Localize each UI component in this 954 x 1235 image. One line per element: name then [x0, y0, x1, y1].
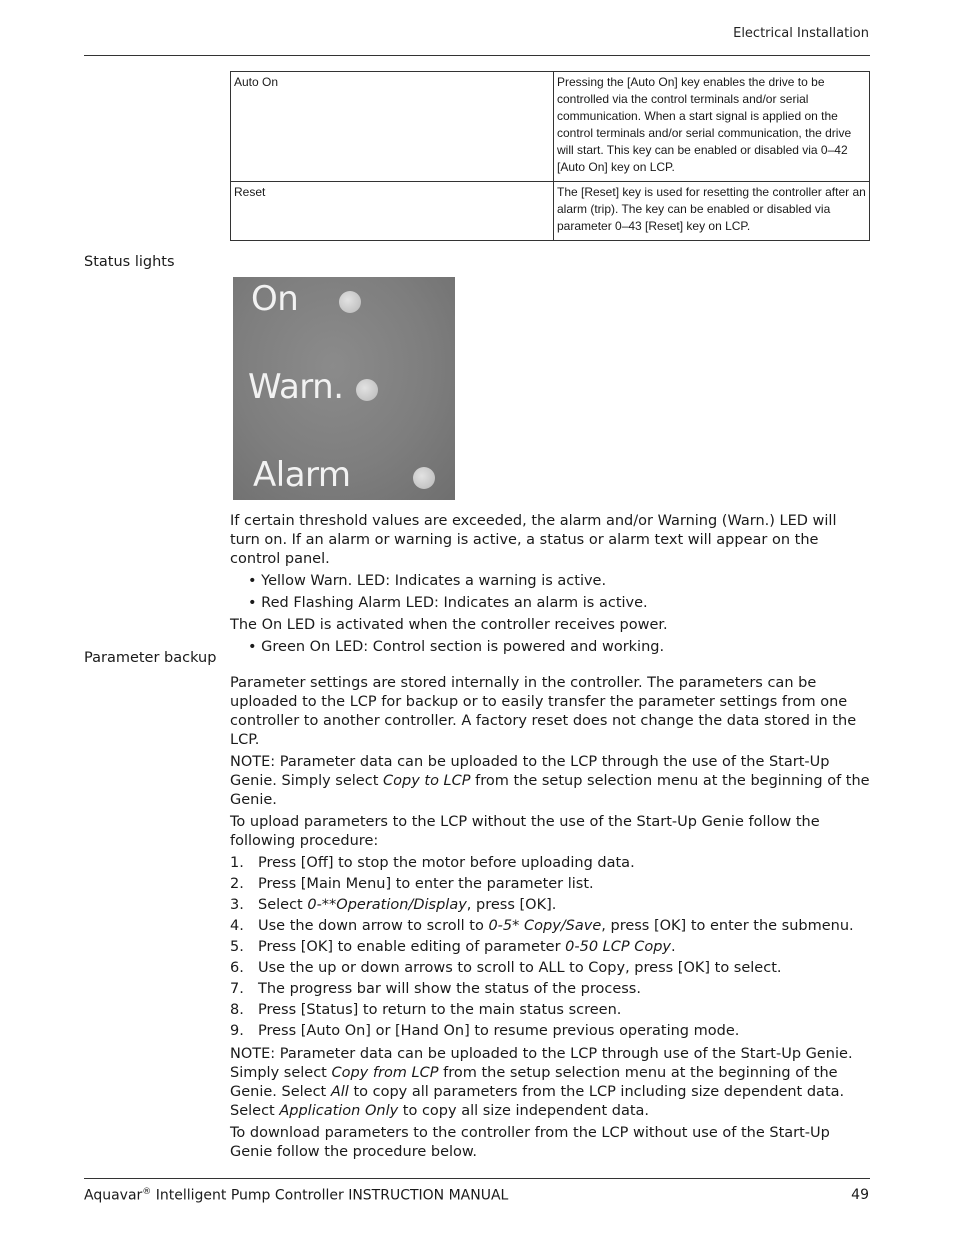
on-led-icon	[339, 291, 361, 313]
list-item: • Yellow Warn. LED: Indicates a warning is active.	[248, 573, 607, 589]
list-item: 6. Use the up or down arrows to scroll to ALL to Copy, press [OK] to select.	[230, 960, 782, 976]
footer-rule	[84, 1178, 870, 1179]
warn-label: Warn.	[248, 367, 344, 407]
list-item: 5. Press [OK] to enable editing of parameter 0-50 LCP Copy.	[230, 939, 676, 955]
note-paragraph: NOTE: Parameter data can be uploaded to the LCP through use of the Start-Up Genie. Simply select Copy from LCP from the setup selection menu at the beginning of the Genie. Select All to copy all parameters from the LCP including size dependent data. Select Application Only to copy all size independent data.	[230, 1046, 853, 1119]
status-lights-heading: Status lights	[84, 254, 175, 270]
parameter-backup-body	[230, 674, 870, 1162]
key-description-cell: The [Reset] key is used for resetting the controller after an alarm (trip). The key can be enabled or disabled via parameter 0–43 [Reset] key on LCP.	[554, 182, 870, 241]
list-item: • Green On LED: Control section is powered and working.	[248, 639, 665, 655]
paragraph: To download parameters to the controller from the LCP without use of the Start-Up Genie follow the procedure below.	[230, 1125, 830, 1160]
parameter-backup-heading: Parameter backup	[84, 650, 217, 666]
table-row	[231, 72, 870, 182]
on-label: On	[251, 279, 299, 319]
list-item: 9. Press [Auto On] or [Hand On] to resume previous operating mode.	[230, 1023, 740, 1039]
list-item: 7. The progress bar will show the status of the process.	[230, 981, 641, 997]
note-paragraph: NOTE: Parameter data can be uploaded to the LCP through the use of the Start-Up Genie. Simply select Copy to LCP from the setup selection menu at the beginning of the Genie.	[230, 754, 870, 808]
table-row	[231, 182, 870, 241]
list-item: 8. Press [Status] to return to the main status screen.	[230, 1002, 622, 1018]
paragraph: To upload parameters to the LCP without the use of the Start-Up Genie follow the following procedure:	[230, 814, 820, 849]
running-header: Electrical Installation	[733, 26, 869, 41]
list-item: 3. Select 0-**Operation/Display, press [OK].	[230, 897, 557, 913]
page-number: 49	[851, 1187, 869, 1203]
lcp-keys-table	[230, 71, 870, 241]
status-lights-body	[230, 512, 870, 657]
list-item: 1. Press [Off] to stop the motor before uploading data.	[230, 855, 635, 871]
list-item: 2. Press [Main Menu] to enter the parameter list.	[230, 876, 594, 892]
alarm-led-icon	[413, 467, 435, 489]
key-name-cell: Reset	[231, 182, 554, 241]
upload-steps-list	[230, 854, 870, 1041]
key-name-cell: Auto On	[231, 72, 554, 182]
list-item: • Red Flashing Alarm LED: Indicates an alarm is active.	[248, 595, 648, 611]
key-description-cell: Pressing the [Auto On] key enables the drive to be controlled via the control terminals and/or serial communication. When a start signal is applied on the control terminals and/or serial communication, the drive will start. This key can be enabled or disabled via 0–42 [Auto On] key on LCP.	[554, 72, 870, 182]
warn-led-icon	[356, 379, 378, 401]
list-item: 4. Use the down arrow to scroll to 0-5* Copy/Save, press [OK] to enter the submenu.	[230, 918, 854, 934]
alarm-label: Alarm	[253, 455, 351, 495]
status-lights-intro: If certain threshold values are exceeded, the alarm and/or Warning (Warn.) LED will turn on. If an alarm or warning is active, a status or alarm text will appear on the control panel.	[230, 513, 837, 567]
paragraph: Parameter settings are stored internally in the controller. The parameters can be uploaded to the LCP for backup or to easily transfer the parameter settings from one controller to another controller. A factory reset does not change the data stored in the LCP.	[230, 675, 857, 748]
header-rule	[84, 55, 870, 56]
footer-manual-title: Aquavar® Intelligent Pump Controller INSTRUCTION MANUAL	[84, 1187, 509, 1204]
on-led-text: The On LED is activated when the controller receives power.	[230, 617, 668, 633]
status-lights-panel-image	[233, 277, 455, 500]
